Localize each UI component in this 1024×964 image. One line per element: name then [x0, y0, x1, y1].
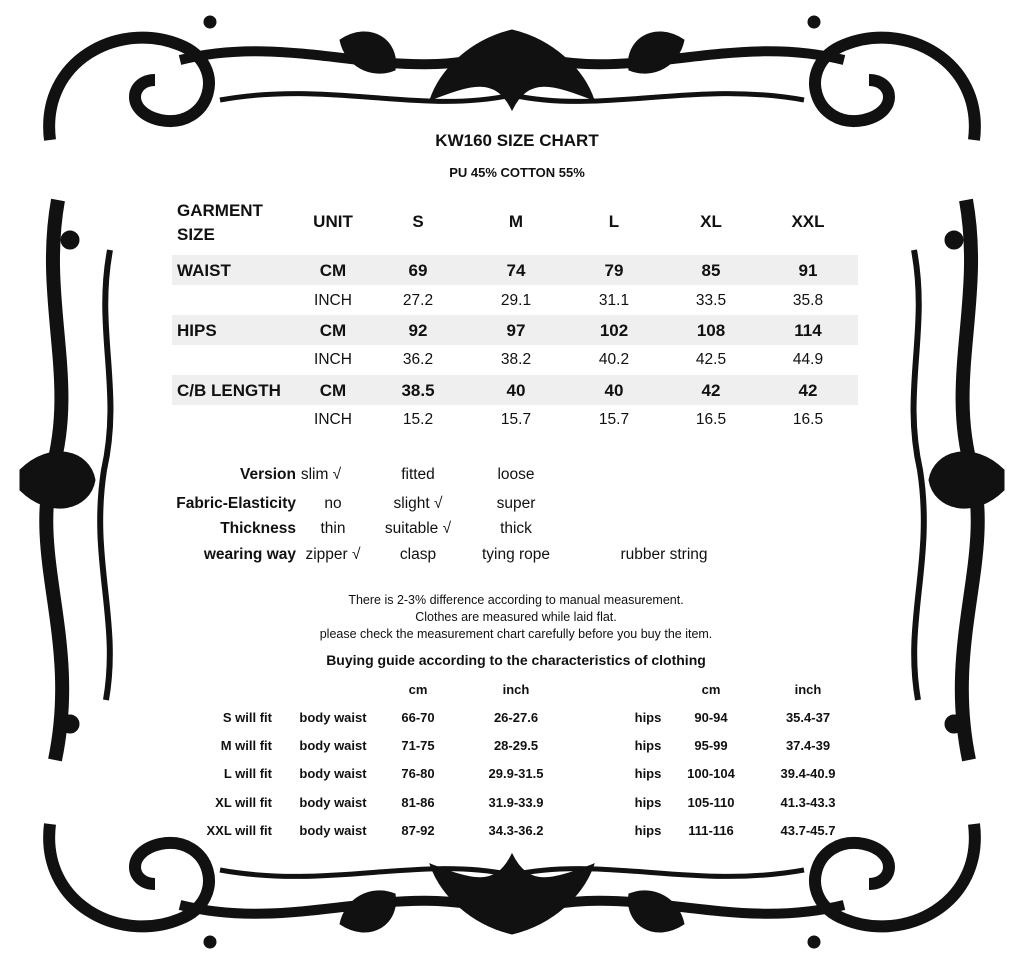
guide-header: inch	[794, 682, 822, 697]
characteristic-option: clasp	[399, 546, 437, 563]
characteristic-option: tying rope	[481, 546, 551, 563]
table-cell: 40	[506, 381, 526, 400]
guide-cell: 105-110	[687, 795, 735, 810]
guide-cell: 111-116	[688, 823, 734, 838]
table-cell: 42	[798, 381, 818, 400]
guide-cell: 28-29.5	[493, 738, 539, 753]
characteristic-label: Thickness	[220, 520, 296, 537]
guide-cell: 95-99	[694, 738, 728, 753]
characteristic-label: wearing way	[203, 546, 296, 563]
guide-cell: hips	[634, 823, 662, 838]
guide-cell: 87-92	[401, 823, 435, 838]
note-line: There is 2-3% difference according to manual measurement.	[348, 593, 684, 607]
characteristic-option: suitable √	[384, 520, 452, 537]
header-l: L	[608, 212, 620, 231]
table-cell: 97	[506, 321, 526, 340]
guide-cell: 66-70	[401, 710, 435, 725]
row-label-waist: WAIST	[177, 261, 231, 280]
table-cell: 40.2	[598, 351, 630, 368]
guide-cell: 39.4-40.9	[780, 766, 836, 781]
table-cell: 85	[701, 261, 721, 280]
table-cell: 15.7	[598, 411, 630, 428]
guide-cell: body waist	[299, 823, 367, 838]
table-cell: CM	[319, 381, 347, 400]
row-label-cb-length: C/B LENGTH	[177, 381, 281, 400]
header-xxl: XXL	[791, 212, 825, 231]
header-s: S	[412, 212, 424, 231]
characteristic-option: zipper √	[305, 546, 361, 563]
guide-header: inch	[502, 682, 530, 697]
table-cell: 29.1	[500, 292, 532, 309]
table-cell: 38.5	[401, 381, 435, 400]
guide-cell: 31.9-33.9	[488, 795, 544, 810]
guide-size: S will fit	[222, 710, 272, 725]
table-cell: 15.2	[402, 411, 434, 428]
table-cell: 102	[599, 321, 629, 340]
note-line: please check the measurement chart carefully before you buy the item.	[319, 627, 713, 641]
table-cell: CM	[319, 261, 347, 280]
guide-size: L will fit	[223, 766, 272, 781]
guide-cell: 41.3-43.3	[780, 795, 836, 810]
table-cell: 92	[408, 321, 428, 340]
header-m: M	[508, 212, 524, 231]
guide-header: cm	[408, 682, 428, 697]
guide-cell: hips	[634, 710, 662, 725]
guide-cell: 35.4-37	[785, 710, 831, 725]
row-label-hips: HIPS	[177, 321, 217, 340]
characteristic-option: thick	[500, 520, 532, 537]
guide-cell: 71-75	[401, 738, 435, 753]
table-cell: 42.5	[695, 351, 727, 368]
guide-cell: body waist	[299, 710, 367, 725]
guide-cell: 29.9-31.5	[488, 766, 544, 781]
table-cell: 40	[604, 381, 624, 400]
header-unit: UNIT	[313, 212, 353, 231]
guide-cell: body waist	[299, 766, 367, 781]
table-cell: 35.8	[792, 292, 824, 309]
table-cell: 16.5	[792, 411, 824, 428]
table-cell: 16.5	[695, 411, 727, 428]
table-cell: 79	[604, 261, 624, 280]
guide-size: XXL will fit	[206, 823, 272, 838]
note-line: Clothes are measured while laid flat.	[415, 610, 617, 624]
table-cell: 74	[506, 261, 526, 280]
table-cell: 38.2	[500, 351, 532, 368]
table-cell: 69	[408, 261, 428, 280]
guide-cell: 37.4-39	[785, 738, 831, 753]
guide-cell: 76-80	[401, 766, 435, 781]
table-cell: 27.2	[402, 292, 434, 309]
guide-cell: 43.7-45.7	[780, 823, 836, 838]
header-garment: GARMENT	[177, 201, 263, 220]
table-cell: INCH	[314, 351, 352, 368]
table-cell: 36.2	[402, 351, 434, 368]
header-xl: XL	[700, 212, 722, 231]
characteristic-option: loose	[497, 466, 535, 483]
guide-cell: hips	[634, 766, 662, 781]
guide-cell: 90-94	[694, 710, 728, 725]
guide-cell: hips	[634, 795, 662, 810]
table-cell: INCH	[314, 411, 352, 428]
characteristic-option: slight √	[393, 495, 443, 512]
characteristic-label: Fabric-Elasticity	[176, 495, 296, 512]
table-cell: 91	[798, 261, 818, 280]
table-cell: 42	[701, 381, 721, 400]
table-cell: 44.9	[792, 351, 824, 368]
guide-size: XL will fit	[215, 795, 272, 810]
characteristic-option: thin	[320, 520, 346, 537]
header-size: SIZE	[177, 225, 215, 244]
table-cell: 31.1	[598, 292, 630, 309]
guide-header: cm	[701, 682, 721, 697]
characteristic-option: super	[496, 495, 536, 512]
chart-title: KW160 SIZE CHART	[435, 131, 599, 150]
characteristic-option: no	[324, 495, 342, 512]
table-cell: INCH	[314, 292, 352, 309]
guide-cell: 81-86	[401, 795, 435, 810]
guide-title: Buying guide according to the characteristics of clothing	[326, 652, 706, 668]
guide-cell: hips	[634, 738, 662, 753]
table-cell: CM	[319, 321, 347, 340]
characteristic-option: slim √	[300, 466, 342, 483]
characteristic-option: fitted	[401, 466, 435, 483]
characteristic-label: Version	[240, 466, 296, 483]
table-cell: 33.5	[695, 292, 727, 309]
guide-cell: 34.3-36.2	[488, 823, 544, 838]
guide-size: M will fit	[220, 738, 272, 753]
characteristic-option: rubber string	[620, 546, 708, 563]
table-cell: 108	[696, 321, 726, 340]
guide-cell: 100-104	[687, 766, 735, 781]
guide-cell: 26-27.6	[493, 710, 539, 725]
table-cell: 15.7	[500, 411, 532, 428]
table-cell: 114	[794, 321, 822, 340]
guide-cell: body waist	[299, 738, 367, 753]
guide-cell: body waist	[299, 795, 367, 810]
material-composition: PU 45% COTTON 55%	[449, 165, 585, 180]
